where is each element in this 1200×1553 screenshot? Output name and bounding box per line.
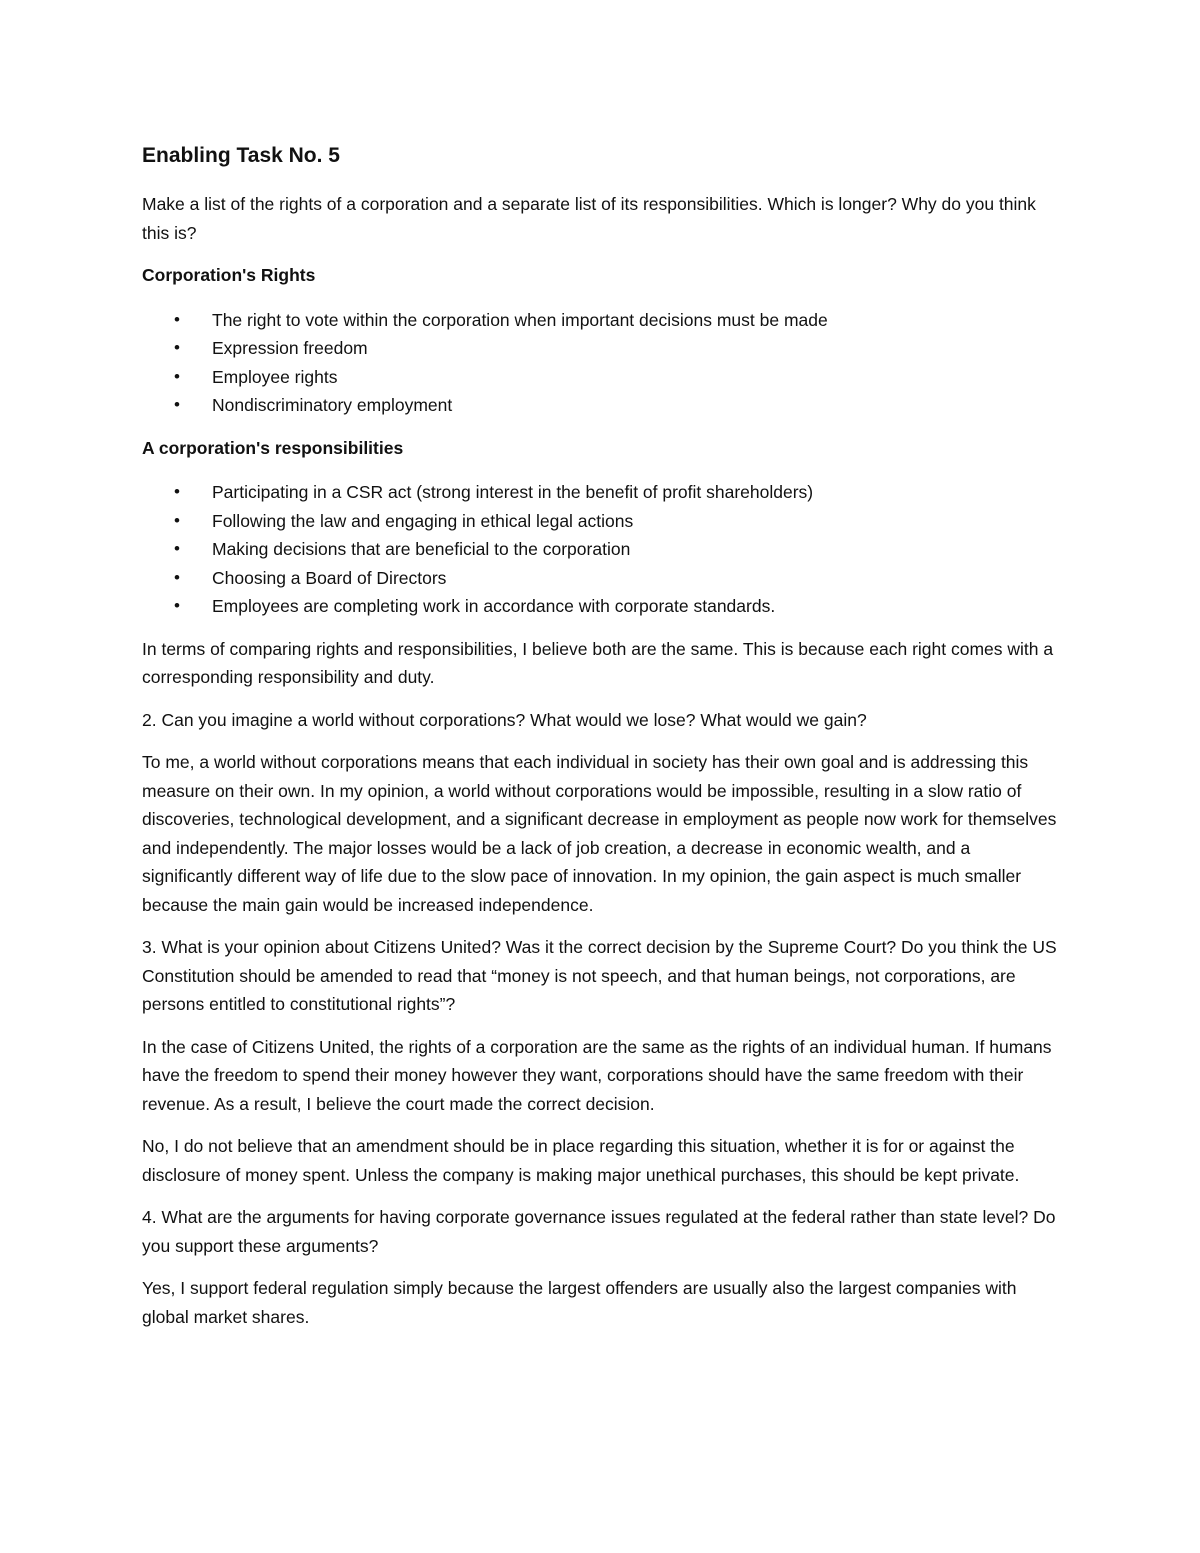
rights-list bbox=[142, 306, 1062, 420]
answer-3a: In the case of Citizens United, the rights of a corporation are the same as the rights of an individual human. If humans have the freedom to spend their money however they want, corporations should have the same freedom with their revenue. As a result, I believe the court made the correct decision. bbox=[142, 1036, 1052, 1114]
responsibilities-list-item: • Making decisions that are beneficial to the corporation bbox=[142, 535, 1062, 564]
document-page bbox=[142, 138, 1062, 1345]
question-4: 4. What are the arguments for having corporate governance issues regulated at the federal rather than state level? Do you support these arguments? bbox=[142, 1207, 1056, 1256]
rights-list-item: • Employee rights bbox=[142, 363, 1062, 392]
answer-1: In terms of comparing rights and responsibilities, I believe both are the same. This is because each right comes with a corresponding responsibility and duty. bbox=[142, 638, 1054, 687]
question-1: Make a list of the rights of a corporation and a separate list of its responsibilities. Which is longer? Why do you think this is? bbox=[142, 194, 1036, 243]
bullet-icon: • bbox=[174, 338, 180, 357]
responsibilities-list bbox=[142, 478, 1062, 621]
rights-list-item: • Nondiscriminatory employment bbox=[142, 391, 1062, 420]
bullet-icon: • bbox=[174, 539, 180, 558]
rights-list-item: • The right to vote within the corporation when important decisions must be made bbox=[142, 306, 1062, 335]
bullet-icon: • bbox=[174, 366, 180, 386]
bullet-icon: • bbox=[174, 395, 180, 414]
answer-2: To me, a world without corporations means that each individual in society has their own goal and is addressing this measure on their own. In my opinion, a world without corporations would be impossible, resulting in a slow ratio of discoveries, technological development, and a significant decrease in employment as people now work for themselves and independently. The major losses would be a lack of job creation, a decrease in economic wealth, and a significantly different way of life due to the slow pace of innovation. In my opinion, the gain aspect is much smaller because the main gain would be increased independence. bbox=[142, 752, 1057, 915]
answer-3b: No, I do not believe that an amendment should be in place regarding this situation, whether it is for or against the disclosure of money spent. Unless the company is making major unethical purchases, this should be kept private. bbox=[142, 1136, 1020, 1185]
responsibilities-list-item: • Following the law and engaging in ethical legal actions bbox=[142, 507, 1062, 536]
responsibilities-list-item: • Choosing a Board of Directors bbox=[142, 564, 1062, 593]
responsibilities-heading: A corporation's responsibilities bbox=[142, 437, 404, 458]
rights-heading: Corporation's Rights bbox=[142, 265, 316, 285]
document-title: Enabling Task No. 5 bbox=[142, 144, 340, 167]
bullet-icon: • bbox=[174, 482, 180, 501]
bullet-icon: • bbox=[174, 567, 180, 587]
responsibilities-list-item: • Participating in a CSR act (strong interest in the benefit of profit shareholders) bbox=[142, 478, 1062, 507]
bullet-icon: • bbox=[174, 309, 180, 329]
question-2: 2. Can you imagine a world without corporations? What would we lose? What would we gain? bbox=[142, 709, 867, 730]
responsibilities-list-item: • Employees are completing work in accordance with corporate standards. bbox=[142, 592, 1062, 621]
bullet-icon: • bbox=[174, 596, 180, 615]
question-3: 3. What is your opinion about Citizens United? Was it the correct decision by the Supreme Court? Do you think the US Constitution should be amended to read that “money is not speech, and that human beings, not corporations, are persons entitled to constitutional rights”? bbox=[142, 937, 1057, 1014]
rights-list-item: • Expression freedom bbox=[142, 334, 1062, 363]
answer-4: Yes, I support federal regulation simply because the largest offenders are usually also the largest companies with global market shares. bbox=[142, 1278, 1017, 1327]
bullet-icon: • bbox=[174, 510, 180, 530]
